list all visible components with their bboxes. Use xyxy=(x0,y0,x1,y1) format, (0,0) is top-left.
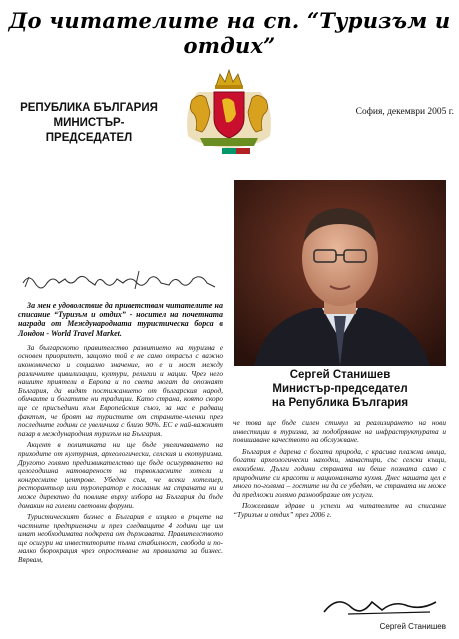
body-paragraph: Акцент в политиката ни ще бъде увеличаването на приходите от културния, археологически, селския и екотуризма. Другото голямо предизвикателство ще бъде осигуряването на целогодишна натовареност на първокласните хотели и конгресните центрове. Убеден съм, че всеки хотелиер, ресторантьор или туроператор е посланик на страната ни и може директно да повлияе върху избора на България да бъде домакин на големи световни форуми. xyxy=(18,440,223,510)
body-paragraph: За българското правителство развитието на туризма е основен приоритет, защото той е не само отрасъл с важно икономическо и социално значение, но е и мост между различните цивилизации, култури, религии и нации. Чрез него нашите приятели в Европа и по света могат да опознаят България, да видят постижанието от българския народ, обичаите и богатите ни традиции. Като страна, която скоро ще се присъедини към Европейския съюз, за нас е радващ фактът, че броят на туристите от страните-членки през последните години се увеличиха с близо 90%. ЕС е най-важният пазар в международния туризъм на България. xyxy=(18,342,223,438)
letter-date: София, декември 2005 г. xyxy=(355,107,454,117)
office-line-country: РЕПУБЛИКА БЪЛГАРИЯ xyxy=(20,102,158,114)
handwritten-greeting xyxy=(19,265,221,295)
page-title: До читателите на сп. “Туризъм и отдих” xyxy=(8,8,451,58)
signature-name: Сергей Станишев xyxy=(379,622,446,631)
caption-country: на Република България xyxy=(271,397,409,409)
letter-right-column xyxy=(233,419,446,523)
body-paragraph: България е дарена с богата природа, с красива плажна ивица, богати археологически находки, манастири, със селски къщи, екоизбени. Дълги години страната ни беше позната само с природните си красоти и националната кухня. Днес нашата цел е много по-голяма – гостите ни да се убедят, че страната ни може да предложи голямо разнообразие от услуги. xyxy=(233,446,446,499)
caption-position: Министър-председател xyxy=(272,383,408,395)
coat-of-arms-icon xyxy=(178,66,280,158)
signature-icon xyxy=(318,588,443,624)
body-paragraph: че това ще бъде силен стимул за реализирането на нови инвестиции в туризма, за подобряване на инфраструктурата и повишаване качеството на обслужване. xyxy=(233,418,446,445)
intro-paragraph: За мен е удоволствие да приветствам читателите на списание “Туризъм и отдих” - носител на почетната награда от Международната туристическа борса в Лондон - World Travel Market. xyxy=(18,301,223,338)
letter-left-column xyxy=(18,301,223,568)
office-heading xyxy=(14,101,164,146)
caption-name: Сергей Станишев xyxy=(289,369,391,381)
office-line-position: МИНИСТЪР-ПРЕДСЕДАТЕЛ xyxy=(45,117,133,144)
portrait-photo xyxy=(234,180,446,366)
photo-caption xyxy=(234,368,446,410)
closing-paragraph: Пожелавам здраве и успехи на читателите на списание “Туризъм и отдих” през 2006 г. xyxy=(233,501,446,519)
body-paragraph: Туристическият бизнес в България е изцяло в ръцете на частните предприемачи и през следващите 4 години ще им имат необходимата подкрепа от държавата. Правителството ще осигури на инвеститорите пълна стабилност, свобода и по-малко бюрокрация чрез опростяване на правилата за бизнес. Вярвам, xyxy=(18,512,223,565)
